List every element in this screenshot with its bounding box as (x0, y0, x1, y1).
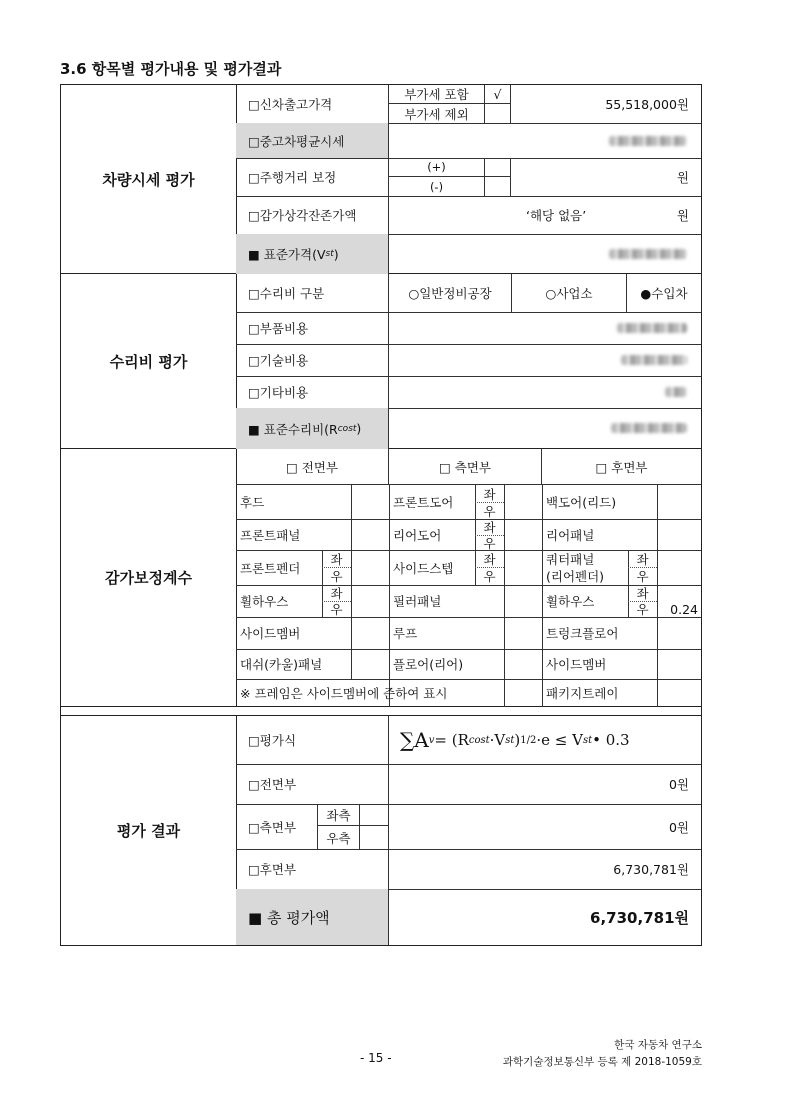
rear-item-rear-fender: (리어펜더) (546, 569, 605, 584)
rear-item-back-door: 백도어(리드) (546, 495, 617, 510)
side-result-label: □측면부 (236, 804, 318, 849)
side-item-roof: 루프 (393, 626, 418, 641)
side-item-pillar-panel: 필러패널 (393, 594, 442, 609)
rear-item-package-tray: 패키지트레이 (546, 686, 619, 701)
row-mileage (236, 158, 701, 197)
quarter-panel-right: 우 (636, 569, 649, 584)
section-vehicle-price (61, 85, 701, 274)
side-right-box (360, 826, 389, 849)
side-step-left: 좌 (483, 551, 496, 567)
page-heading: 3.6 항목별 평가내용 및 평가결과 (60, 60, 282, 78)
new-price-label: □신차출고가격 (236, 85, 389, 123)
vat-included-check: √ (485, 85, 511, 104)
row-used-avg (236, 123, 701, 159)
category-repair-cost: 수리비 평가 (61, 274, 237, 448)
side-header: □ 측면부 (389, 449, 542, 485)
front-item-hood: 후드 (240, 495, 265, 510)
front-wheelhouse-left: 좌 (330, 586, 343, 601)
depreciation-won: 원 (676, 208, 689, 223)
new-price-value: 55,518,000원 (605, 97, 689, 112)
row-front-result (236, 764, 701, 805)
formula-label: □평가식 (236, 716, 389, 764)
front-fender-right: 우 (330, 569, 343, 584)
option-dealer: ○사업소 (512, 274, 627, 312)
mileage-plus-box (485, 158, 511, 177)
rear-item-side-member: 사이드멤버 (546, 657, 607, 672)
tech-redacted (621, 355, 687, 365)
row-other (236, 376, 701, 409)
total-label: ■ 총 평가액 (236, 889, 389, 945)
mileage-plus: (+) (389, 158, 485, 177)
footer-organization: 한국 자동차 연구소 (614, 1039, 702, 1051)
rear-wheelhouse-left: 좌 (636, 586, 649, 601)
rear-wheelhouse-value: 0.24 (670, 601, 698, 617)
mileage-minus-box (485, 177, 511, 196)
standard-repair-redacted (611, 423, 687, 433)
option-general-garage: ○일반정비공장 (389, 274, 512, 312)
quarter-panel-left: 좌 (636, 551, 649, 567)
used-avg-label: □중고차평균시세 (236, 123, 389, 158)
mileage-label: □주행거리 보정 (236, 158, 389, 196)
vat-excluded-check (485, 104, 511, 123)
repair-type-label: □수리비 구분 (236, 274, 389, 312)
vat-included-label: 부가세 포함 (389, 85, 485, 104)
standard-price-label: ■ 표준가격(V st ) (236, 234, 389, 274)
rear-header: □ 후면부 (542, 449, 701, 485)
front-door-right: 우 (483, 503, 496, 519)
depreciation-label: □감가상각잔존가액 (236, 196, 389, 234)
front-header: □ 전면부 (236, 449, 389, 485)
category-adjustment: 감가보정계수 (61, 449, 237, 706)
row-rear-result (236, 849, 701, 890)
row-side-result (236, 804, 701, 850)
front-item-side-member: 사이드멤버 (240, 626, 301, 641)
row-formula (236, 716, 701, 765)
section-evaluation-result (61, 716, 701, 945)
side-item-side-step: 사이드스텝 (393, 560, 454, 576)
side-result-value: 0원 (668, 819, 689, 835)
evaluation-formula: ∑A v = (R cost ·V st ) 1/2 ·e ≤ V st • 0.3 (400, 728, 630, 752)
row-standard-price (236, 234, 701, 274)
row-repair-type (236, 274, 701, 313)
side-item-front-door: 프론트도어 (393, 495, 454, 510)
coefficient-grid (236, 449, 701, 707)
front-result-label: □전면부 (236, 764, 389, 804)
front-door-left: 좌 (483, 486, 496, 502)
frame-note: ※ 프레임은 사이드멤버에 준하여 표시 (240, 686, 448, 701)
evaluation-table (60, 84, 702, 946)
rear-item-quarter-panel: 쿼터패널 (546, 551, 595, 567)
row-new-price (236, 85, 701, 124)
rear-item-trunk-floor: 트렁크플로어 (546, 626, 619, 641)
rear-item-rear-panel: 리어패널 (546, 527, 595, 543)
rear-result-value: 6,730,781원 (613, 862, 689, 877)
footer-registration: 과학기술정보통신부 등록 제 2018-1059호 (502, 1056, 702, 1068)
other-label: □기타비용 (236, 376, 389, 408)
front-item-front-fender: 프론트펜더 (240, 560, 301, 576)
front-wheelhouse-right: 우 (330, 602, 343, 617)
page-number: - 15 - (360, 1051, 392, 1065)
category-vehicle-price: 차량시세 평가 (61, 85, 237, 273)
total-value: 6,730,781원 (590, 908, 689, 927)
vat-excluded-label: 부가세 제외 (389, 104, 485, 123)
front-result-value: 0원 (668, 777, 689, 792)
mileage-minus: (-) (389, 177, 485, 196)
rear-door-left: 좌 (483, 520, 496, 535)
side-item-floor-rear: 플로어(리어) (393, 657, 464, 672)
front-item-front-panel: 프론트패널 (240, 527, 301, 543)
front-fender-left: 좌 (330, 551, 343, 567)
row-depreciation (236, 196, 701, 235)
front-item-wheel-house: 휠하우스 (240, 594, 289, 609)
row-total (236, 889, 701, 945)
front-item-dash-panel: 대쉬(카울)패널 (240, 657, 323, 672)
section-spacer (61, 707, 701, 716)
row-tech (236, 344, 701, 377)
section-repair-cost (61, 274, 701, 449)
side-right-label: 우측 (318, 826, 360, 849)
other-redacted (665, 387, 687, 397)
tech-label: □기술비용 (236, 344, 389, 376)
parts-label: □부품비용 (236, 312, 389, 344)
parts-redacted (617, 323, 687, 333)
standard-price-redacted (609, 249, 687, 259)
depreciation-na: ‘해당 없음’ (526, 208, 587, 223)
standard-repair-label: ■ 표준수리비(R cost ) (236, 408, 389, 449)
row-standard-repair (236, 408, 701, 449)
row-parts (236, 312, 701, 345)
used-avg-redacted (609, 136, 687, 146)
rear-item-wheel-house: 휠하우스 (546, 594, 595, 609)
side-left-label: 좌측 (318, 804, 360, 826)
category-result: 평가 결과 (61, 716, 237, 945)
side-item-rear-door: 리어도어 (393, 527, 442, 543)
section-adjustment-coefficient (61, 449, 701, 707)
rear-result-label: □후면부 (236, 849, 389, 889)
side-step-right: 우 (483, 569, 496, 584)
rear-wheelhouse-right: 우 (636, 602, 649, 617)
side-left-box (360, 804, 389, 826)
mileage-value: 원 (676, 170, 689, 185)
option-import: ●수입차 (640, 286, 688, 301)
rear-door-right: 우 (483, 535, 496, 551)
